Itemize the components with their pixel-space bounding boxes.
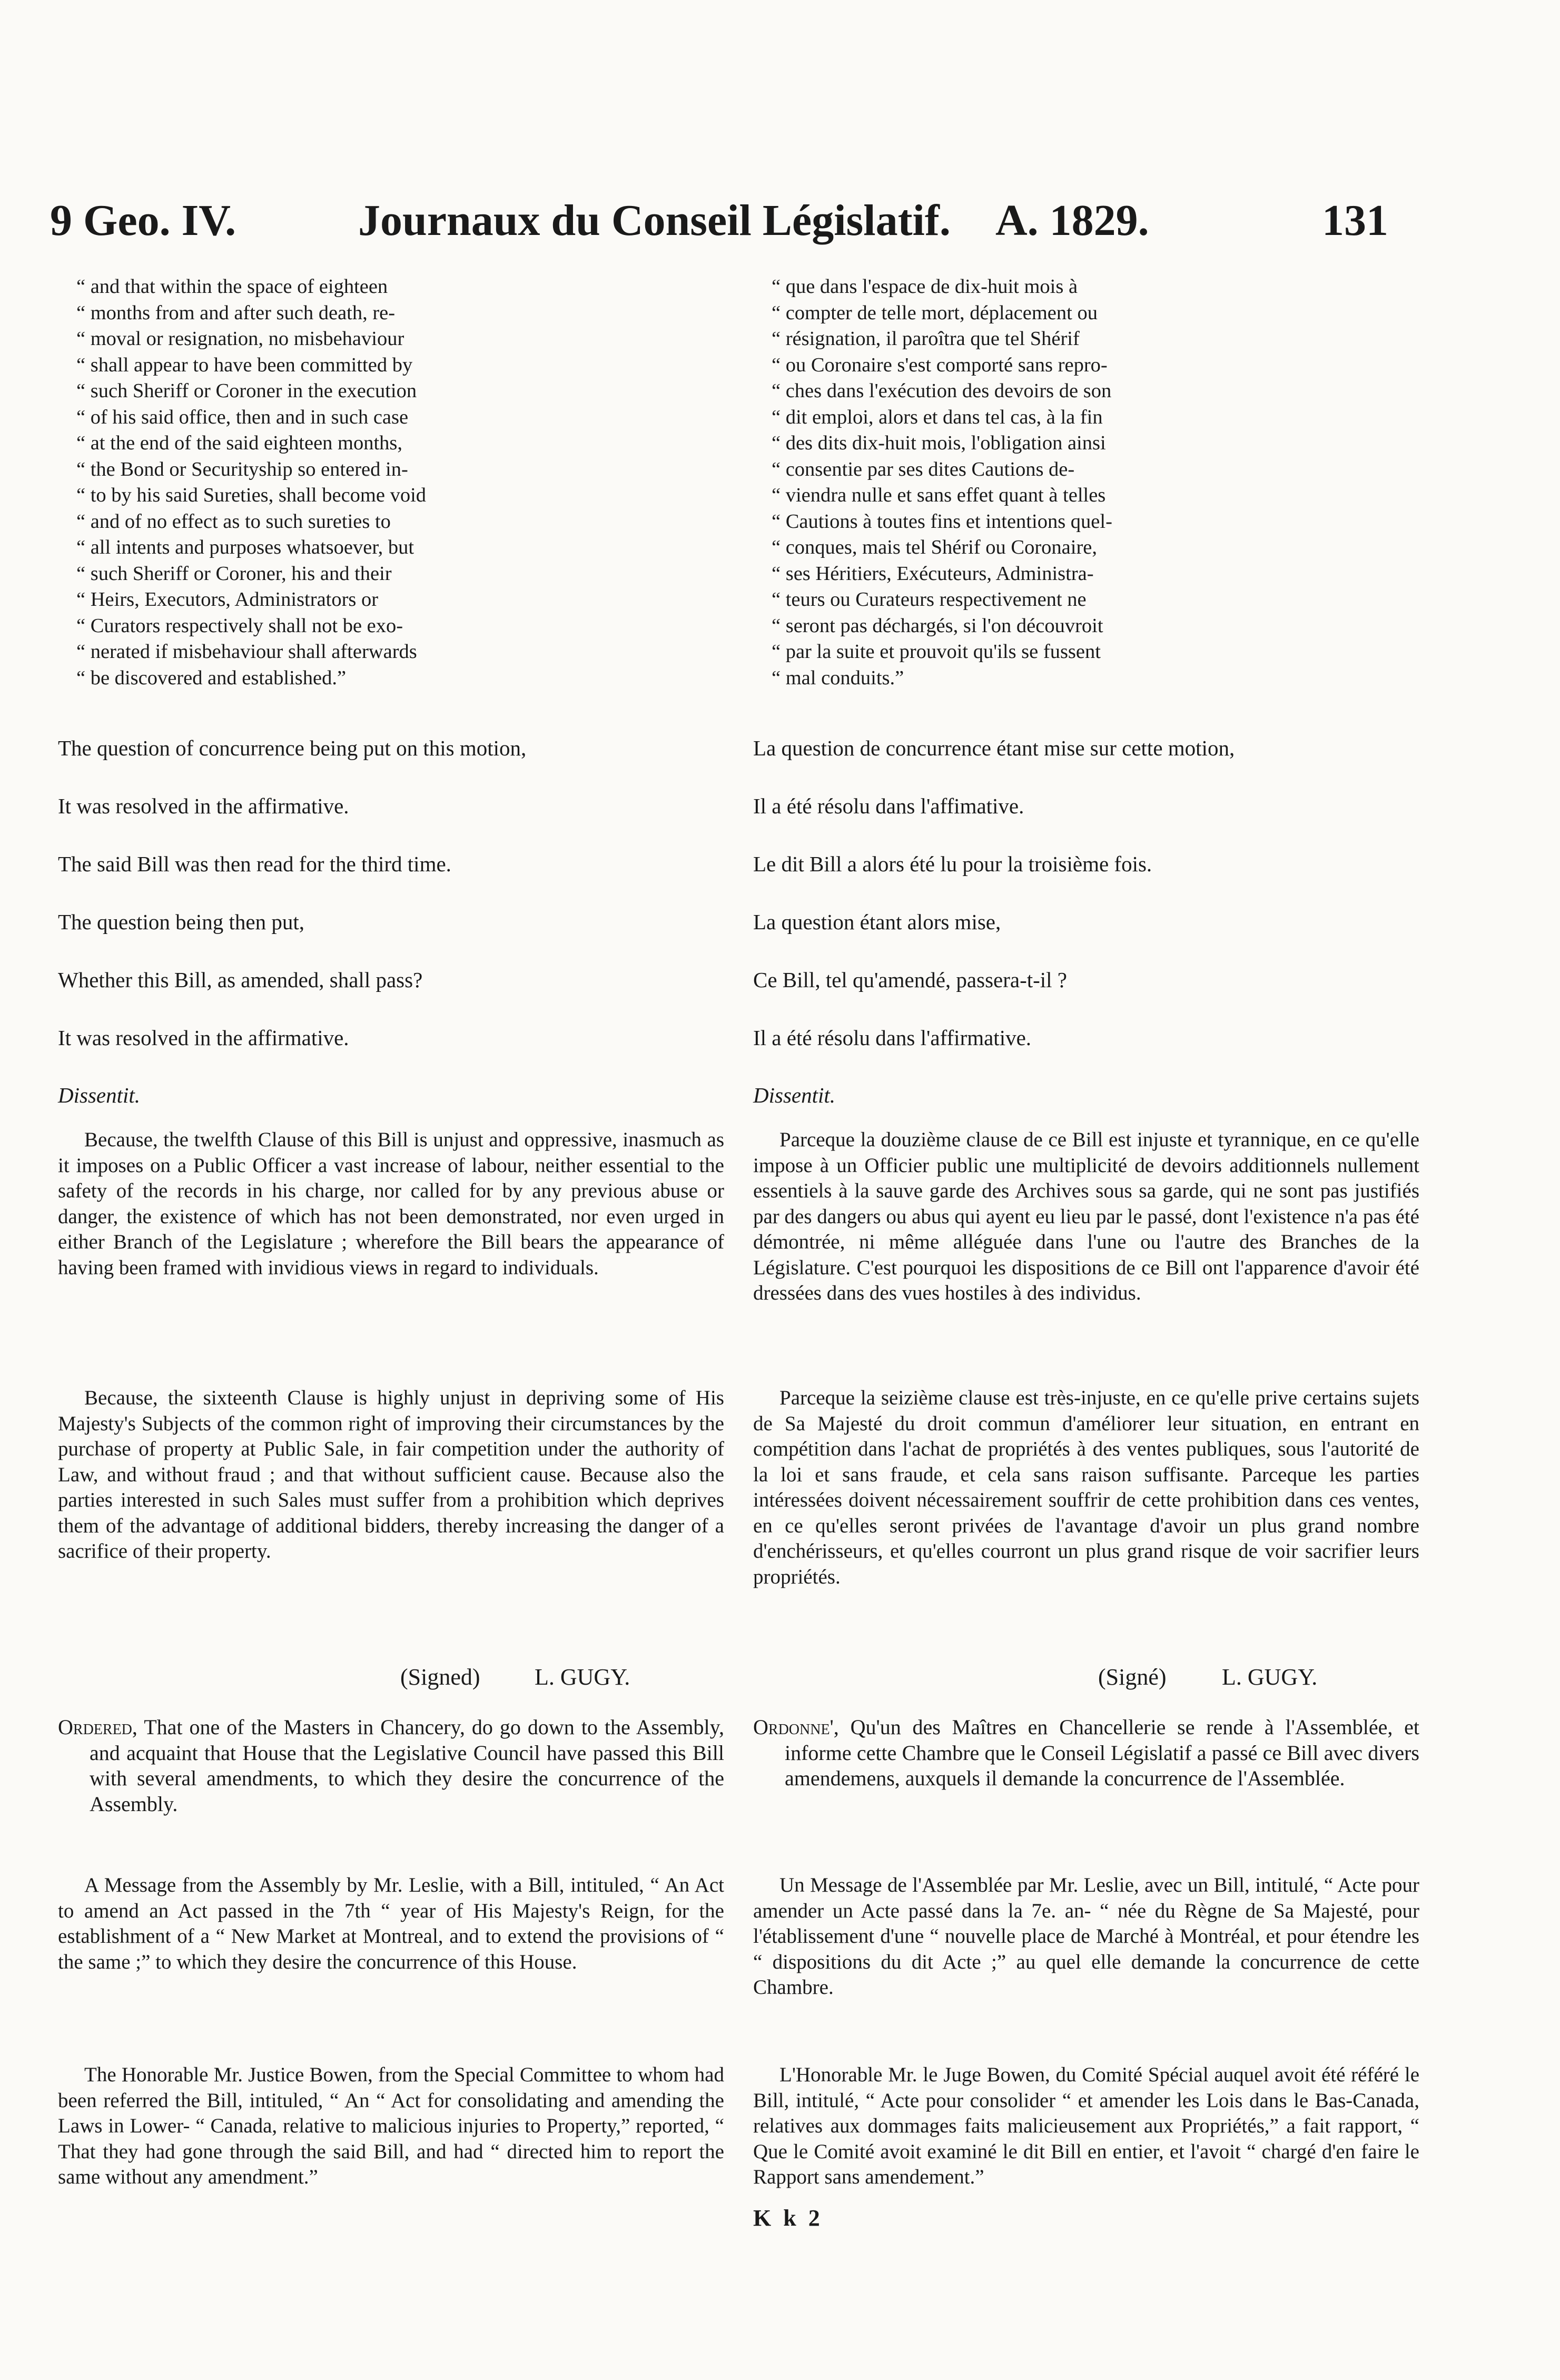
dissentit-heading: Dissentit. <box>753 1083 836 1107</box>
statement-line: It was resolved in the affirmative. <box>58 1026 349 1050</box>
page-number: 131 <box>1322 196 1388 245</box>
statement-line: Ce Bill, tel qu'amendé, passera-t-il ? <box>753 968 1068 992</box>
bowen-report-paragraph: The Honorable Mr. Justice Bowen, from the Special Committee to whom had been referred the Bill, intituled, “ An “ Act for consolidating and amending the Laws in Lower- “ Canada, relative to malicious injuries to Property,” reported, “ That they had gone through the said Bill, and had “ directed him to report the same without any amendment.” <box>58 2063 724 2188</box>
french-quote <box>753 274 1438 691</box>
dissent-paragraph-twelfth-clause: Because, the twelfth Clause of this Bill is unjust and oppressive, inasmuch as it imposes on a Public Officer a vast increase of labour, neither essential to the safety of the records in his charge, nor called for by any previous abuse or danger, the existence of which has not been demonstrated, nor even urged in either Branch of the Legislature ; wherefore the Bill bears the appearance of having been framed with invidious views in regard to individuals. <box>58 1128 724 1279</box>
quote-line: “ nerated if misbehaviour shall afterwards <box>76 641 417 663</box>
quote-line: “ Cautions à toutes fins et intentions quel- <box>772 510 1112 533</box>
signature-mark: K k 2 <box>753 2205 823 2231</box>
statement-line: Whether this Bill, as amended, shall pass? <box>58 968 423 992</box>
quote-line: “ Heirs, Executors, Administrators or <box>76 588 379 611</box>
quote-line: “ and that within the space of eighteen <box>76 276 388 298</box>
quote-line: “ dit emploi, alors et dans tel cas, à la fin <box>772 406 1103 428</box>
statement-line: The said Bill was then read for the third time. <box>58 852 451 876</box>
quote-line: “ des dits dix-huit mois, l'obligation ainsi <box>772 432 1106 454</box>
quote-line: “ mal conduits.” <box>772 666 904 689</box>
journal-title: Journaux du Conseil Législatif. <box>358 196 951 245</box>
dissentit-heading: Dissentit. <box>58 1083 141 1107</box>
signature-name: L. GUGY. <box>1222 1664 1318 1690</box>
dissent-paragraph-twelfth-clause: Parceque la douzième clause de ce Bill est injuste et tyrannique, en ce qu'elle impose à un Officier public une multiplicité de devoirs additionnels nullement essentiels à la sauve garde des Archives sous sa garde, qui ne sont pas justifiés par des dangers ou abus qui ayent eu lieu par le passé, dont l'existence n'a pas été démontrée, ni même alléguée dans l'une ou l'autre des Branches de la Législature. C'est pourquoi les dispositions de ce Bill ont l'apparence d'avoir été dressées dans des vues hostiles à des individus. <box>753 1128 1419 1304</box>
statement-line: La question étant alors mise, <box>753 910 1001 934</box>
quote-line: “ conques, mais tel Shérif ou Coronaire, <box>772 536 1097 558</box>
statement-line: It was resolved in the affirmative. <box>58 794 349 818</box>
quote-line: “ que dans l'espace de dix-huit mois à <box>772 276 1078 298</box>
quote-line: “ such Sheriff or Coroner in the execution <box>76 380 417 402</box>
statement-line: The question being then put, <box>58 910 304 934</box>
quote-line: “ viendra nulle et sans effet quant à telles <box>772 484 1106 506</box>
ordered-word: Ordonne', <box>753 1715 839 1739</box>
ordered-paragraph <box>753 1715 1419 1792</box>
quote-line: “ of his said office, then and in such case <box>76 406 409 428</box>
assembly-message-paragraph: A Message from the Assembly by Mr. Leslie, with a Bill, intituled, “ An Act to amend an Act passed in the 7th “ year of His Majesty's Reign, for the establishment of a “ New Market at Montreal, and to extend the provisions of “ the same ;” to which they desire the concurrence of this House. <box>58 1874 724 1973</box>
quote-line: “ shall appear to have been committed by <box>76 353 413 376</box>
quote-line: “ months from and after such death, re- <box>76 301 396 324</box>
statement-line: La question de concurrence étant mise sur cette motion, <box>753 736 1235 760</box>
statement-line: Il a été résolu dans l'affimative. <box>753 794 1024 818</box>
french-statements <box>753 735 1419 1083</box>
dissent-paragraph-sixteenth-clause: Because, the sixteenth Clause is highly unjust in depriving some of His Majesty's Subjects of the common right of improving their circumstances by the purchase of property at Public Sale, in fair competition under the authority of Law, and without fraud ; and that without sufficient cause. Because also the parties interested in such Sales must suffer from a prohibition which deprives them of the advantage of additional bidders, thereby increasing the danger of a sacrifice of their property. <box>58 1386 724 1562</box>
quote-line: “ teurs ou Curateurs respectivement ne <box>772 588 1087 611</box>
statement-line: Le dit Bill a alors été lu pour la troisième fois. <box>753 852 1152 876</box>
quote-line: “ at the end of the said eighteen months, <box>76 432 403 454</box>
calendar-year: A. 1829. <box>995 196 1149 245</box>
quote-line: “ compter de telle mort, déplacement ou <box>772 301 1098 324</box>
quote-line: “ résignation, il paroîtra que tel Shérif <box>772 328 1080 350</box>
ordered-paragraph <box>58 1715 724 1817</box>
page-header <box>50 195 1409 253</box>
quote-line: “ the Bond or Securityship so entered in- <box>76 458 408 480</box>
quote-line: “ consentie par ses dites Cautions de- <box>772 458 1075 480</box>
quote-line: “ and of no effect as to such sureties to <box>76 510 391 533</box>
ordered-text: That one of the Masters in Chancery, do go down to the Assembly, and acquaint that House that the Legislative Council have passed this Bill with several amendments, to which they desire the concurrence of the Assembly. <box>90 1715 724 1816</box>
signature-name: L. GUGY. <box>535 1664 630 1690</box>
quote-line: “ par la suite et prouvoit qu'ils se fussent <box>772 641 1101 663</box>
quote-line: “ moval or resignation, no misbehaviour <box>76 328 404 350</box>
english-quote <box>58 274 743 691</box>
ordered-text: Qu'un des Maîtres en Chancellerie se rende à l'Assemblée, et informe cette Chambre que le Conseil Législatif a passé ce Bill avec divers amendemens, auxquels il demande la concurrence de l'Assemblée. <box>785 1715 1420 1790</box>
dissent-paragraph-sixteenth-clause: Parceque la seizième clause est très-injuste, en ce qu'elle prive certains sujets de Sa Majesté du droit commun d'améliorer leur situation, en entrant en compétition dans l'achat de propriétés à des ventes publiques, sous l'autorité de la loi et sans fraude, et cela sans raison suffisante. Parceque les parties intéressées doivent nécessairement souffrir de cette prohibition dans ces ventes, en ce qu'elles seront privées de l'avantage d'avoir un plus grand nombre d'enchérisseurs, et qu'elles courront un plus grand risque de voir sacrifier leurs propriétés. <box>753 1386 1419 1588</box>
quote-line: “ such Sheriff or Coroner, his and their <box>76 562 392 585</box>
quote-line: “ seront pas déchargés, si l'on découvroit <box>772 614 1103 637</box>
quote-line: “ ches dans l'exécution des devoirs de son <box>772 380 1112 402</box>
ordered-word: Ordered, <box>58 1715 137 1739</box>
quote-line: “ be discovered and established.” <box>76 666 347 689</box>
quote-line: “ all intents and purposes whatsoever, but <box>76 536 414 558</box>
bowen-report-paragraph: L'Honorable Mr. le Juge Bowen, du Comité Spécial auquel avoit été référé le Bill, intitulé, “ Acte pour consolider “ et amender les Lois dans le Bas-Canada, relatives aux dommages faits malicieusement aux Propriétés,” a fait rapport, “ Que le Comité avoit examiné le dit Bill en entier, et l'avoit “ chargé d'en faire le Rapport sans amendement.” <box>753 2063 1419 2188</box>
regnal-year: 9 Geo. IV. <box>50 196 236 245</box>
statement-line: Il a été résolu dans l'affirmative. <box>753 1026 1032 1050</box>
english-statements <box>58 735 724 1083</box>
assembly-message-paragraph: Un Message de l'Assemblée par Mr. Leslie, avec un Bill, intitulé, “ Acte pour amender un Acte passé dans la 7e. an- “ née du Règne de Sa Majesté, pour l'établissement d'une “ nouvelle place de Marché à Montréal, et pour étendre les “ dispositions du dit Acte ;” au quel elle demande la concurrence de cette Chambre. <box>753 1874 1419 1999</box>
quote-line: “ ses Héritiers, Exécuteurs, Administra- <box>772 562 1094 585</box>
quote-line: “ Curators respectively shall not be exo- <box>76 614 403 637</box>
quote-line: “ ou Coronaire s'est comporté sans repro- <box>772 353 1108 376</box>
quote-line: “ to by his said Sureties, shall become void <box>76 484 427 506</box>
statement-line: The question of concurrence being put on this motion, <box>58 736 527 760</box>
signed-label: (Signé) <box>1098 1664 1167 1690</box>
signed-label: (Signed) <box>400 1664 480 1690</box>
